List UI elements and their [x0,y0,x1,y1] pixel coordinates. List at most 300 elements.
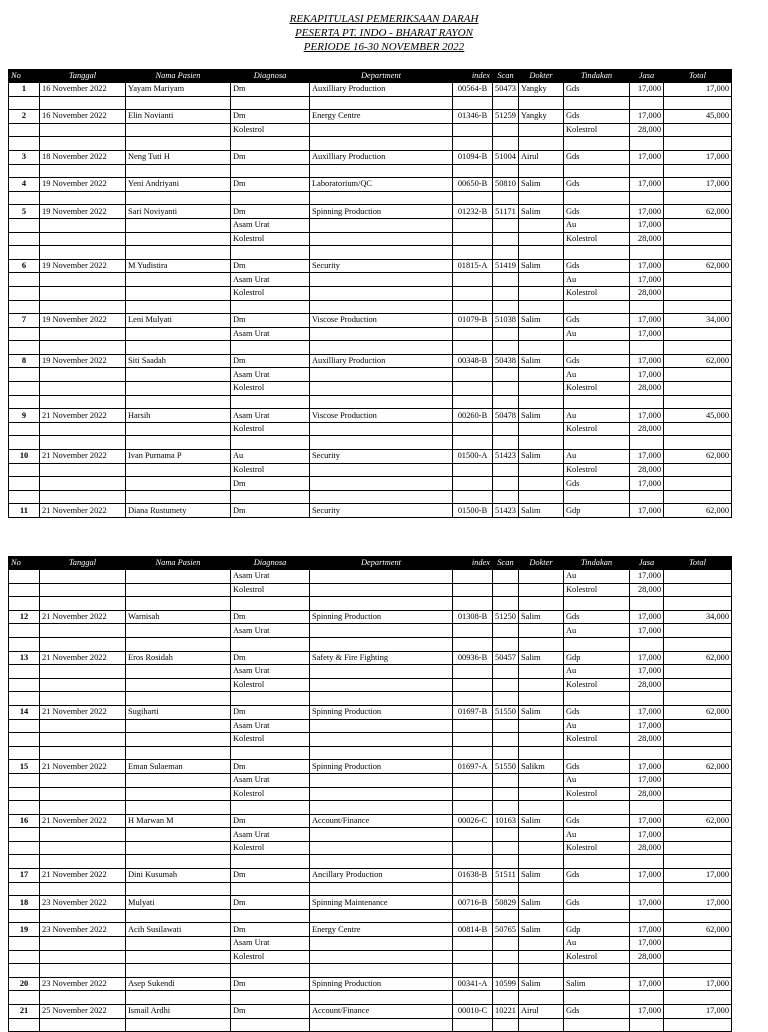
cell-no [9,218,40,232]
cell-tindakan: Gds [564,896,630,910]
cell-tindakan: Au [564,409,630,423]
cell-scan [493,909,519,923]
cell-diagnosa: Asam Urat [231,719,310,733]
table-header-row [9,557,732,570]
cell-no: 15 [9,760,40,774]
cell-scan [493,950,519,964]
cell-no [9,950,40,964]
cell-tanggal: 25 November 2022 [40,1005,126,1019]
cell-department [310,164,453,178]
cell-total [664,218,732,232]
cell-dokter [519,477,564,491]
cell-dokter [519,692,564,706]
cell-index [453,719,493,733]
cell-total [664,300,732,314]
cell-nama-pasien: Sari Noviyanti [126,205,231,219]
header-scan: Scan [493,70,519,83]
cell-index: 01697-A [453,760,493,774]
cell-tindakan [564,164,630,178]
cell-tindakan: Salim [564,977,630,991]
cell-total: 17,000 [664,178,732,192]
cell-index [453,882,493,896]
cell-nama-pasien [126,490,231,504]
cell-index [453,96,493,110]
cell-total [664,327,732,341]
cell-no [9,395,40,409]
cell-tindakan [564,246,630,260]
cell-scan [493,137,519,151]
cell-total: 34,000 [664,610,732,624]
cell-nama-pasien [126,719,231,733]
cell-tanggal: 21 November 2022 [40,504,126,518]
cell-jasa: 17,000 [630,1005,664,1019]
cell-department: Account/Finance [310,814,453,828]
cell-diagnosa: Dm [231,760,310,774]
cell-dokter [519,436,564,450]
cell-scan: 51259 [493,110,519,124]
cell-jasa: 17,000 [630,259,664,273]
cell-dokter: Salim [519,896,564,910]
table-row [9,463,732,477]
cell-no: 20 [9,977,40,991]
cell-total: 62,000 [664,205,732,219]
cell-department [310,882,453,896]
cell-scan [493,246,519,260]
cell-diagnosa: Dm [231,205,310,219]
cell-diagnosa: Dm [231,814,310,828]
cell-tanggal [40,246,126,260]
cell-dokter [519,300,564,314]
cell-diagnosa: Dm [231,610,310,624]
table-row [9,368,732,382]
cell-no [9,422,40,436]
cell-scan [493,964,519,978]
header-nama-pasien: Nama Pasien [126,70,231,83]
cell-no: 11 [9,504,40,518]
cell-tanggal [40,937,126,951]
table-row [9,624,732,638]
cell-tanggal [40,583,126,597]
cell-diagnosa: Asam Urat [231,409,310,423]
cell-diagnosa [231,991,310,1005]
cell-index: 01079-B [453,314,493,328]
cell-index: 00814-B [453,923,493,937]
table-row [9,787,732,801]
header-no: No [9,557,40,570]
cell-department: Spinning Production [310,760,453,774]
cell-department [310,950,453,964]
cell-tanggal [40,273,126,287]
cell-nama-pasien: Dini Kusumah [126,869,231,883]
cell-dokter [519,327,564,341]
cell-tindakan: Gds [564,760,630,774]
cell-index [453,570,493,584]
cell-department [310,368,453,382]
cell-dokter [519,733,564,747]
cell-department [310,341,453,355]
cell-dokter [519,787,564,801]
cell-dokter [519,801,564,815]
cell-dokter [519,637,564,651]
cell-tanggal [40,787,126,801]
cell-tindakan: Kolestrol [564,950,630,964]
cell-total [664,624,732,638]
cell-total: 17,000 [664,1005,732,1019]
cell-index: 01500-B [453,504,493,518]
cell-scan [493,422,519,436]
cell-tanggal [40,855,126,869]
cell-dokter: Salim [519,354,564,368]
table-row [9,869,732,883]
cell-tanggal [40,300,126,314]
cell-department [310,937,453,951]
cell-tindakan: Au [564,624,630,638]
cell-scan [493,855,519,869]
cell-scan [493,733,519,747]
cell-no: 9 [9,409,40,423]
cell-nama-pasien [126,327,231,341]
cell-total [664,570,732,584]
cell-scan [493,477,519,491]
cell-no [9,382,40,396]
cell-diagnosa [231,137,310,151]
cell-index: 00564-B [453,83,493,97]
cell-department: Spinning Production [310,205,453,219]
cell-jasa [630,692,664,706]
cell-jasa [630,1018,664,1032]
cell-no [9,801,40,815]
cell-jasa: 17,000 [630,937,664,951]
cell-department [310,678,453,692]
table-row [9,991,732,1005]
cell-jasa: 17,000 [630,814,664,828]
cell-tanggal: 21 November 2022 [40,610,126,624]
cell-department: Viscose Production [310,314,453,328]
cell-no: 6 [9,259,40,273]
cell-no [9,96,40,110]
cell-tanggal [40,395,126,409]
cell-scan [493,570,519,584]
cell-index: 00341-A [453,977,493,991]
cell-total [664,436,732,450]
cell-nama-pasien [126,665,231,679]
cell-tanggal: 21 November 2022 [40,651,126,665]
cell-index: 00260-B [453,409,493,423]
cell-scan [493,1018,519,1032]
table-row [9,583,732,597]
cell-index [453,937,493,951]
cell-jasa: 28,000 [630,733,664,747]
table-row [9,178,732,192]
cell-nama-pasien [126,164,231,178]
cell-total [664,422,732,436]
cell-department [310,463,453,477]
cell-no [9,733,40,747]
cell-index [453,232,493,246]
cell-department: Energy Centre [310,923,453,937]
cell-dokter: Salim [519,314,564,328]
cell-tanggal [40,624,126,638]
cell-tindakan: Kolestrol [564,382,630,396]
cell-diagnosa [231,96,310,110]
cell-tindakan: Kolestrol [564,463,630,477]
cell-tanggal [40,882,126,896]
cell-no [9,624,40,638]
cell-total [664,855,732,869]
cell-scan [493,828,519,842]
cell-dokter [519,96,564,110]
cell-scan [493,341,519,355]
cell-nama-pasien [126,909,231,923]
table-row [9,218,732,232]
cell-nama-pasien [126,382,231,396]
cell-scan: 50765 [493,923,519,937]
cell-nama-pasien: Siti Saadah [126,354,231,368]
cell-tindakan [564,191,630,205]
cell-dokter [519,583,564,597]
cell-tanggal [40,773,126,787]
header-total: Total [664,557,732,570]
cell-nama-pasien [126,341,231,355]
cell-nama-pasien [126,991,231,1005]
table-row [9,692,732,706]
cell-tanggal [40,828,126,842]
cell-no [9,164,40,178]
cell-tindakan: Gdp [564,504,630,518]
cell-total [664,232,732,246]
cell-scan [493,436,519,450]
cell-no: 12 [9,610,40,624]
table-row [9,746,732,760]
cell-total [664,950,732,964]
cell-tindakan [564,490,630,504]
cell-jasa [630,137,664,151]
header-diagnosa: Diagnosa [231,557,310,570]
cell-nama-pasien: Ismail Ardhi [126,1005,231,1019]
cell-diagnosa: Dm [231,923,310,937]
header-jasa: Jasa [630,557,664,570]
cell-total: 62,000 [664,259,732,273]
cell-department: Safety & Fire Fighting [310,651,453,665]
cell-jasa: 17,000 [630,869,664,883]
cell-index [453,678,493,692]
cell-dokter [519,882,564,896]
cell-nama-pasien: Acih Susilawati [126,923,231,937]
cell-dokter [519,422,564,436]
cell-diagnosa: Kolestrol [231,382,310,396]
cell-tindakan: Gdp [564,651,630,665]
cell-dokter [519,909,564,923]
cell-tanggal: 21 November 2022 [40,760,126,774]
cell-department: Spinning Production [310,610,453,624]
cell-jasa: 17,000 [630,651,664,665]
table-row [9,246,732,260]
cell-nama-pasien [126,191,231,205]
cell-index [453,637,493,651]
cell-nama-pasien: Elin Novianti [126,110,231,124]
cell-nama-pasien [126,882,231,896]
cell-scan [493,286,519,300]
cell-tindakan: Au [564,828,630,842]
cell-dokter [519,678,564,692]
cell-tanggal [40,733,126,747]
cell-tanggal [40,477,126,491]
cell-diagnosa: Asam Urat [231,327,310,341]
cell-tindakan: Au [564,368,630,382]
cell-diagnosa: Dm [231,314,310,328]
cell-total: 17,000 [664,150,732,164]
cell-department [310,477,453,491]
cell-dokter [519,218,564,232]
cell-diagnosa [231,490,310,504]
cell-scan [493,232,519,246]
cell-no [9,300,40,314]
cell-jasa: 17,000 [630,977,664,991]
cell-jasa: 17,000 [630,760,664,774]
cell-no [9,368,40,382]
cell-dokter: Salim [519,205,564,219]
cell-diagnosa: Dm [231,178,310,192]
header-no: No [9,70,40,83]
cell-jasa: 17,000 [630,205,664,219]
table-row [9,273,732,287]
cell-no [9,828,40,842]
cell-diagnosa: Dm [231,477,310,491]
cell-index [453,964,493,978]
cell-dokter: Salim [519,259,564,273]
cell-jasa: 17,000 [630,504,664,518]
cell-tanggal: 16 November 2022 [40,110,126,124]
cell-tindakan: Au [564,665,630,679]
cell-no [9,637,40,651]
cell-nama-pasien: Neng Tuti H [126,150,231,164]
cell-nama-pasien: Diana Rustumety [126,504,231,518]
cell-no [9,123,40,137]
cell-no [9,286,40,300]
cell-department [310,327,453,341]
report-title-block [0,12,768,54]
cell-scan: 50457 [493,651,519,665]
cell-no [9,937,40,951]
cell-tanggal: 21 November 2022 [40,409,126,423]
cell-diagnosa: Kolestrol [231,422,310,436]
cell-tanggal: 19 November 2022 [40,259,126,273]
cell-total [664,787,732,801]
cell-tanggal [40,570,126,584]
cell-diagnosa: Kolestrol [231,787,310,801]
cell-tindakan: Gdp [564,923,630,937]
cell-dokter: Yangky [519,110,564,124]
cell-scan: 51423 [493,450,519,464]
cell-nama-pasien [126,828,231,842]
table-row [9,841,732,855]
cell-total: 17,000 [664,896,732,910]
table-row [9,801,732,815]
cell-jasa: 17,000 [630,178,664,192]
cell-tanggal: 19 November 2022 [40,205,126,219]
cell-tindakan: Gds [564,354,630,368]
cell-index [453,692,493,706]
cell-jasa: 17,000 [630,273,664,287]
cell-diagnosa: Dm [231,1005,310,1019]
table-row [9,950,732,964]
cell-scan [493,719,519,733]
table-row [9,773,732,787]
cell-total: 45,000 [664,409,732,423]
cell-jasa: 28,000 [630,286,664,300]
cell-scan [493,746,519,760]
cell-department [310,991,453,1005]
cell-jasa: 17,000 [630,570,664,584]
cell-diagnosa: Dm [231,869,310,883]
cell-tindakan [564,746,630,760]
table-row [9,150,732,164]
cell-jasa: 17,000 [630,896,664,910]
cell-diagnosa: Au [231,450,310,464]
cell-department: Security [310,450,453,464]
cell-tanggal [40,490,126,504]
table-row [9,923,732,937]
cell-tindakan: Au [564,773,630,787]
cell-scan: 51171 [493,205,519,219]
cell-scan [493,123,519,137]
cell-nama-pasien: M Yudistira [126,259,231,273]
cell-total [664,137,732,151]
cell-tanggal [40,164,126,178]
table-row [9,83,732,97]
cell-tanggal [40,841,126,855]
cell-jasa [630,191,664,205]
cell-jasa [630,991,664,1005]
cell-department [310,773,453,787]
cell-department [310,422,453,436]
cell-index: 00716-B [453,896,493,910]
cell-nama-pasien [126,597,231,611]
cell-dokter [519,123,564,137]
cell-no: 3 [9,150,40,164]
cell-dokter [519,746,564,760]
cell-department [310,841,453,855]
cell-tindakan [564,137,630,151]
cell-tindakan: Au [564,937,630,951]
cell-jasa: 17,000 [630,218,664,232]
cell-tanggal [40,665,126,679]
cell-total: 45,000 [664,110,732,124]
cell-total [664,164,732,178]
cell-tindakan: Au [564,327,630,341]
cell-dokter [519,950,564,964]
cell-nama-pasien [126,733,231,747]
cell-tindakan: Au [564,570,630,584]
cell-diagnosa: Asam Urat [231,368,310,382]
cell-nama-pasien [126,841,231,855]
cell-index [453,733,493,747]
cell-total: 62,000 [664,504,732,518]
cell-dokter [519,855,564,869]
cell-no [9,991,40,1005]
cell-tanggal [40,382,126,396]
table-row [9,1005,732,1019]
cell-no [9,273,40,287]
cell-dokter [519,341,564,355]
cell-total [664,246,732,260]
cell-jasa [630,395,664,409]
cell-tanggal [40,801,126,815]
table-row [9,977,732,991]
cell-dokter [519,773,564,787]
cell-tanggal: 19 November 2022 [40,354,126,368]
cell-no: 16 [9,814,40,828]
